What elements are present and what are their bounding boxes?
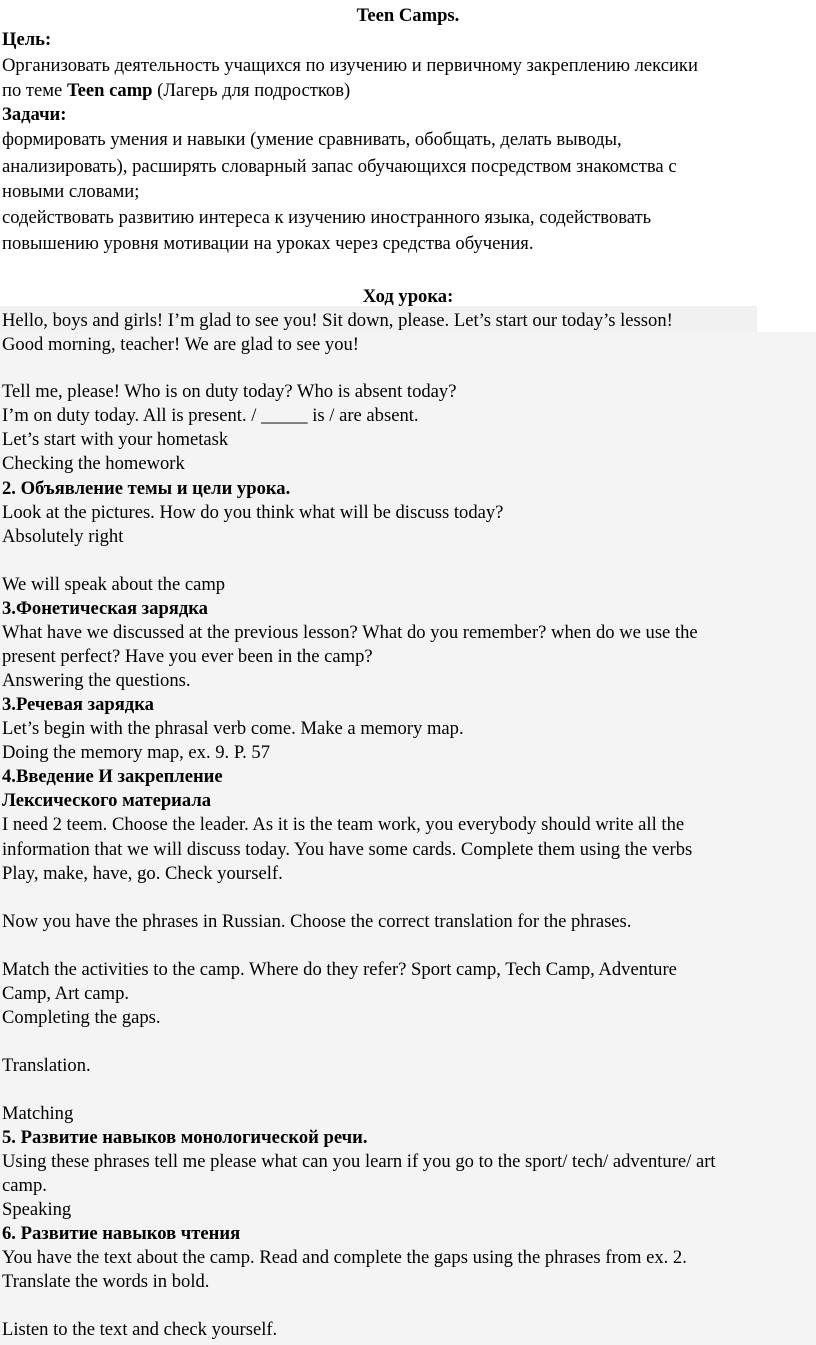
section-heading: 2. Объявление темы и цели урока. [2,478,291,499]
section-heading: 6. Развитие навыков чтения [2,1223,241,1244]
lesson-line: Translate the words in bold. [2,1271,210,1292]
goal-text-line: Организовать деятельность учащихся по изучению и первичному закреплению лексики [2,55,698,76]
section-heading: 5. Развитие навыков монологической речи. [2,1127,368,1148]
lesson-line: You have the text about the camp. Read and complete the gaps using the phrases from ex. 2. [2,1247,687,1268]
lesson-line: Absolutely right [2,526,124,547]
tasks-text-line: новыми словами; [2,181,140,202]
goal-heading: Цель: [2,29,52,50]
section-heading: Лексического материала [2,790,212,811]
lesson-line: Listen to the text and check yourself. [2,1319,278,1340]
lesson-line: Let’s begin with the phrasal verb come. Make a memory map. [2,718,464,739]
lesson-line: Good morning, teacher! We are glad to see you! [2,334,359,355]
lesson-line: Using these phrases tell me please what can you learn if you go to the sport/ tech/ adventure/ art [2,1151,716,1172]
tasks-text-line: анализировать), расширять словарный запас обучающихся посредством знакомства с [2,156,677,177]
goal-text-suffix: (Лагерь для подростков) [152,80,351,101]
lesson-line: Match the activities to the camp. Where do they refer? Sport camp, Tech Camp, Adventure [2,959,677,980]
lesson-line: Play, make, have, go. Check yourself. [2,863,283,884]
lesson-line: Checking the homework [2,453,185,474]
lesson-line: We will speak about the camp [2,574,226,595]
lesson-line: I need 2 teem. Choose the leader. As it is the team work, you everybody should write all the [2,814,685,835]
goal-text-line [2,79,350,103]
lesson-line: Tell me, please! Who is on duty today? Who is absent today? [2,381,457,402]
tasks-text-line: повышению уровня мотивации на уроках через средства обучения. [2,233,534,254]
section-heading: 3.Фонетическая зарядка [2,598,208,619]
lesson-line: Let’s start with your hometask [2,429,229,450]
lesson-line: Camp, Art camp. [2,983,130,1004]
lesson-line: Look at the pictures. How do you think what will be discuss today? [2,502,504,523]
lesson-line: camp. [2,1175,47,1196]
lesson-line: Hello, boys and girls! I’m glad to see you! Sit down, please. Let’s start our today’s lesson! [2,310,673,331]
goal-text-prefix: по теме [2,80,67,101]
section-heading: 3.Речевая зарядка [2,694,154,715]
lesson-line: I’m on duty today. All is present. / _____ is / are absent. [2,405,419,426]
lesson-line: Completing the gaps. [2,1007,161,1028]
lesson-line: Speaking [2,1199,72,1220]
lesson-line: information that we will discuss today. You have some cards. Complete them using the verbs [2,839,693,860]
document-title: Teen Camps. [356,5,460,26]
lesson-line: present perfect? Have you ever been in the camp? [2,646,373,667]
lesson-line: Matching [2,1103,74,1124]
tasks-text-line: формировать умения и навыки (умение сравнивать, обобщать, делать выводы, [2,129,622,150]
lesson-line: Doing the memory map, ex. 9. P. 57 [2,742,271,763]
tasks-text-line: содействовать развитию интереса к изучению иностранного языка, содействовать [2,207,652,228]
lesson-line: Now you have the phrases in Russian. Choose the correct translation for the phrases. [2,911,632,932]
lesson-heading: Ход урока: [362,286,454,307]
lesson-line: Translation. [2,1055,91,1076]
tasks-heading: Задачи: [2,104,67,125]
lesson-line: What have we discussed at the previous lesson? What do you remember? when do we use the [2,622,698,643]
goal-topic: Teen camp [66,80,153,101]
lesson-line: Answering the questions. [2,670,191,691]
section-heading: 4.Введение И закрепление [2,766,223,787]
